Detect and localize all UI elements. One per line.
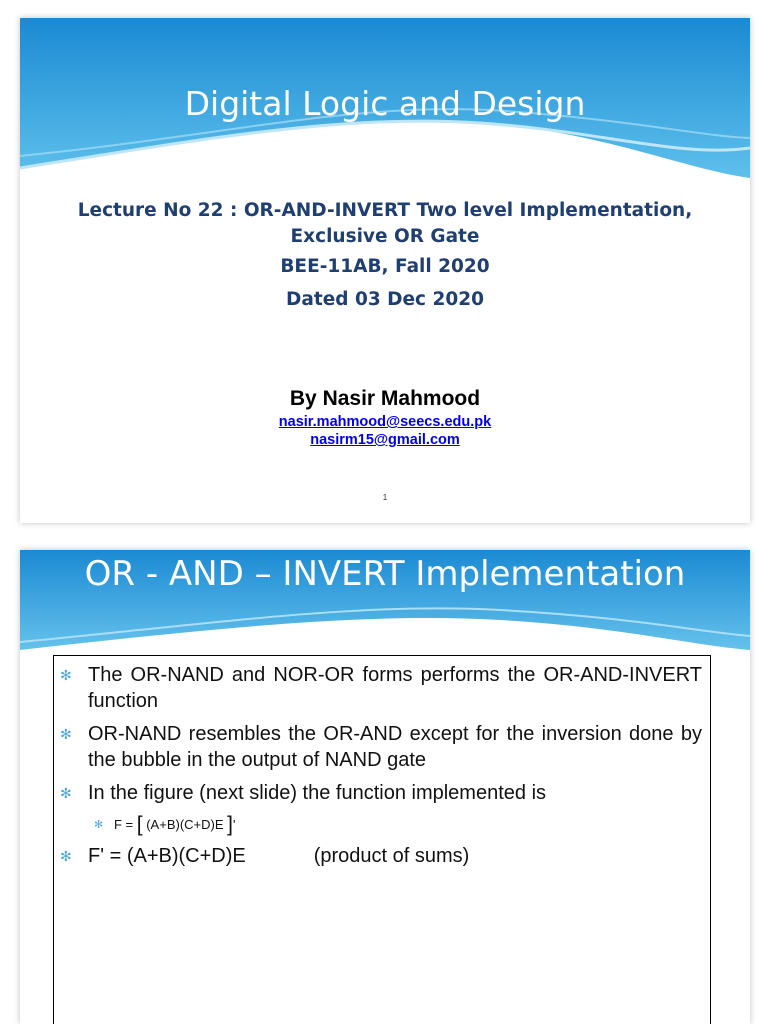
asterisk-bullet-icon: ✻ — [60, 785, 72, 801]
product-of-sums-expression: F' = (A+B)(C+D)E — [88, 845, 246, 867]
date-line: Dated 03 Dec 2020 — [286, 289, 484, 310]
asterisk-bullet-icon: ✻ — [60, 848, 72, 864]
asterisk-bullet-icon: ✻ — [60, 726, 72, 742]
bullet-item — [54, 843, 706, 869]
content-box — [53, 655, 711, 1024]
content-slide — [20, 550, 750, 1024]
lecture-line-1: Lecture No 22 : OR-AND-INVERT Two level Implementation, — [77, 200, 693, 221]
slide-number: 1 — [382, 493, 388, 502]
asterisk-bullet-icon: ✻ — [60, 667, 72, 683]
title-slide — [20, 18, 750, 523]
lecture-line-2: Exclusive OR Gate — [290, 226, 480, 247]
author-block — [20, 385, 750, 449]
asterisk-bullet-icon: ✻ — [94, 819, 104, 831]
email-link-seecs[interactable]: nasir.mahmood@seecs.edu.pk — [278, 414, 492, 430]
slide-title: OR - AND – INVERT Implementation — [84, 554, 686, 594]
slide-title: Digital Logic and Design — [184, 84, 586, 123]
title-banner — [20, 18, 750, 178]
author-name: By Nasir Mahmood — [289, 387, 481, 410]
content-banner — [20, 550, 750, 660]
sub-bullet-formula: ✻ F = [ (A+B)(C+D)E ]' — [94, 813, 236, 836]
bullet-item: ✻ OR-NAND resembles the OR-AND except for the inversion done by the bubble in the output of NAND gate — [60, 723, 702, 771]
bullet-item: ✻ The OR-NAND and NOR-OR forms performs the OR-AND-INVERT function — [60, 664, 702, 712]
course-line: BEE-11AB, Fall 2020 — [280, 256, 490, 277]
lecture-info — [20, 198, 750, 316]
bullet-item: ✻ In the figure (next slide) the function implemented is — [60, 782, 547, 804]
product-of-sums-note: (product of sums) — [313, 845, 470, 867]
email-link-gmail[interactable]: nasirm15@gmail.com — [310, 432, 460, 448]
